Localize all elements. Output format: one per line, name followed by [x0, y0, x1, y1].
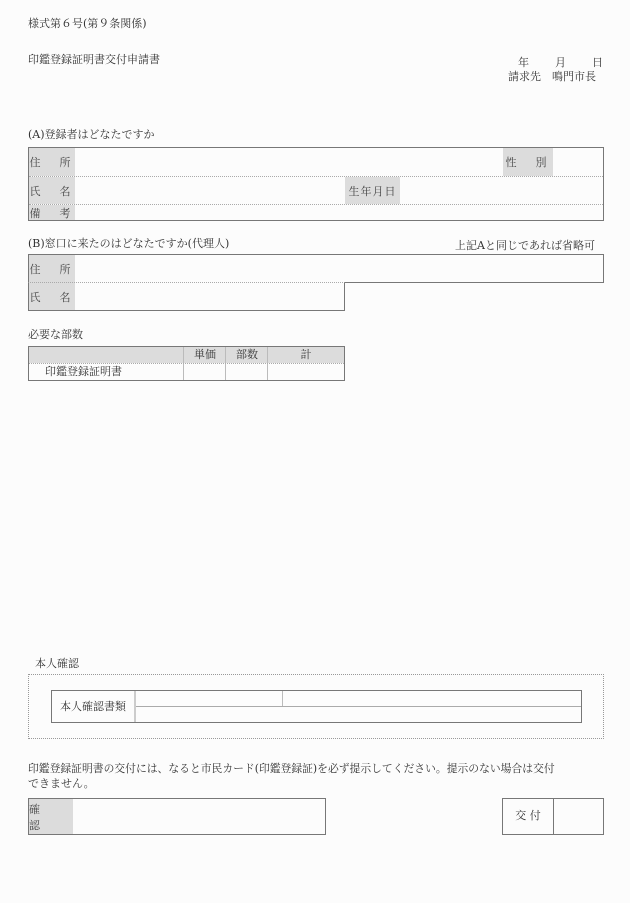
- copies-col-total: 計: [300, 348, 312, 361]
- date-month-label: 月: [555, 56, 566, 69]
- copies-heading: 必要な部数: [28, 328, 83, 341]
- copies-col-unit-price: 単価: [194, 348, 216, 361]
- section-a-address-label: 住 所: [29, 148, 75, 176]
- confirm-box: [28, 798, 326, 835]
- section-b-name-field[interactable]: [75, 283, 344, 310]
- copies-table: [28, 346, 345, 381]
- section-b-divider: [344, 282, 604, 283]
- identity-doc-field-1[interactable]: [136, 691, 282, 706]
- section-b-heading: (B)窓口に来たのはどなたですか(代理人): [28, 237, 230, 250]
- copies-col-count: 部数: [236, 348, 258, 361]
- copies-count-field[interactable]: [226, 364, 267, 380]
- identity-doc-field-2[interactable]: [283, 691, 581, 706]
- section-b-address-field[interactable]: [75, 255, 603, 283]
- section-b-name-row: [28, 282, 345, 311]
- copies-total-field[interactable]: [268, 364, 344, 380]
- section-b-address-row: [28, 254, 604, 283]
- section-b-note: 上記Aと同じであれば省略可: [455, 239, 595, 252]
- section-a-remarks-field[interactable]: [75, 205, 603, 220]
- section-a-table: [28, 147, 604, 221]
- section-a-birthdate-field[interactable]: [400, 177, 603, 204]
- section-a-remarks-label: 備 考: [29, 206, 75, 220]
- notice-line-2: できません。: [28, 777, 95, 790]
- date-day-label: 日: [592, 56, 603, 69]
- identity-heading: 本人確認: [35, 657, 79, 670]
- confirm-field[interactable]: [73, 799, 325, 834]
- identity-doc-field-3[interactable]: [136, 707, 581, 722]
- section-a-birthdate-label: 生年月日: [345, 177, 400, 204]
- section-a-heading: (A)登録者はどなたですか: [28, 128, 155, 141]
- section-a-gender-field[interactable]: [553, 148, 603, 176]
- section-b-address-label: 住 所: [29, 255, 75, 283]
- section-b-name-label: 氏 名: [29, 283, 75, 310]
- section-a-address-field[interactable]: [75, 148, 503, 176]
- section-a-name-label: 氏 名: [29, 177, 75, 204]
- notice-line-1: 印鑑登録証明書の交付には、なると市民カード(印鑑登録証)を必ず提示してください。提示のない場合は交付: [28, 762, 555, 775]
- section-a-name-field[interactable]: [75, 177, 345, 204]
- form-title: 印鑑登録証明書交付申請書: [28, 53, 160, 66]
- copies-unit-price-field[interactable]: [184, 364, 225, 380]
- copies-item-name: 印鑑登録証明書: [45, 365, 122, 378]
- issue-label: 交 付: [515, 809, 541, 822]
- section-a-gender-label: 性 別: [503, 148, 553, 176]
- identity-inner-table: [51, 690, 582, 723]
- issue-box: [502, 798, 604, 835]
- confirm-label: 確 認: [29, 799, 73, 834]
- issue-field[interactable]: [554, 799, 603, 834]
- form-number: 様式第６号(第９条関係): [28, 17, 147, 30]
- addressee: 請求先 鳴門市長: [508, 70, 596, 83]
- date-year-label: 年: [518, 56, 529, 69]
- identity-doc-label: 本人確認書類: [60, 700, 126, 713]
